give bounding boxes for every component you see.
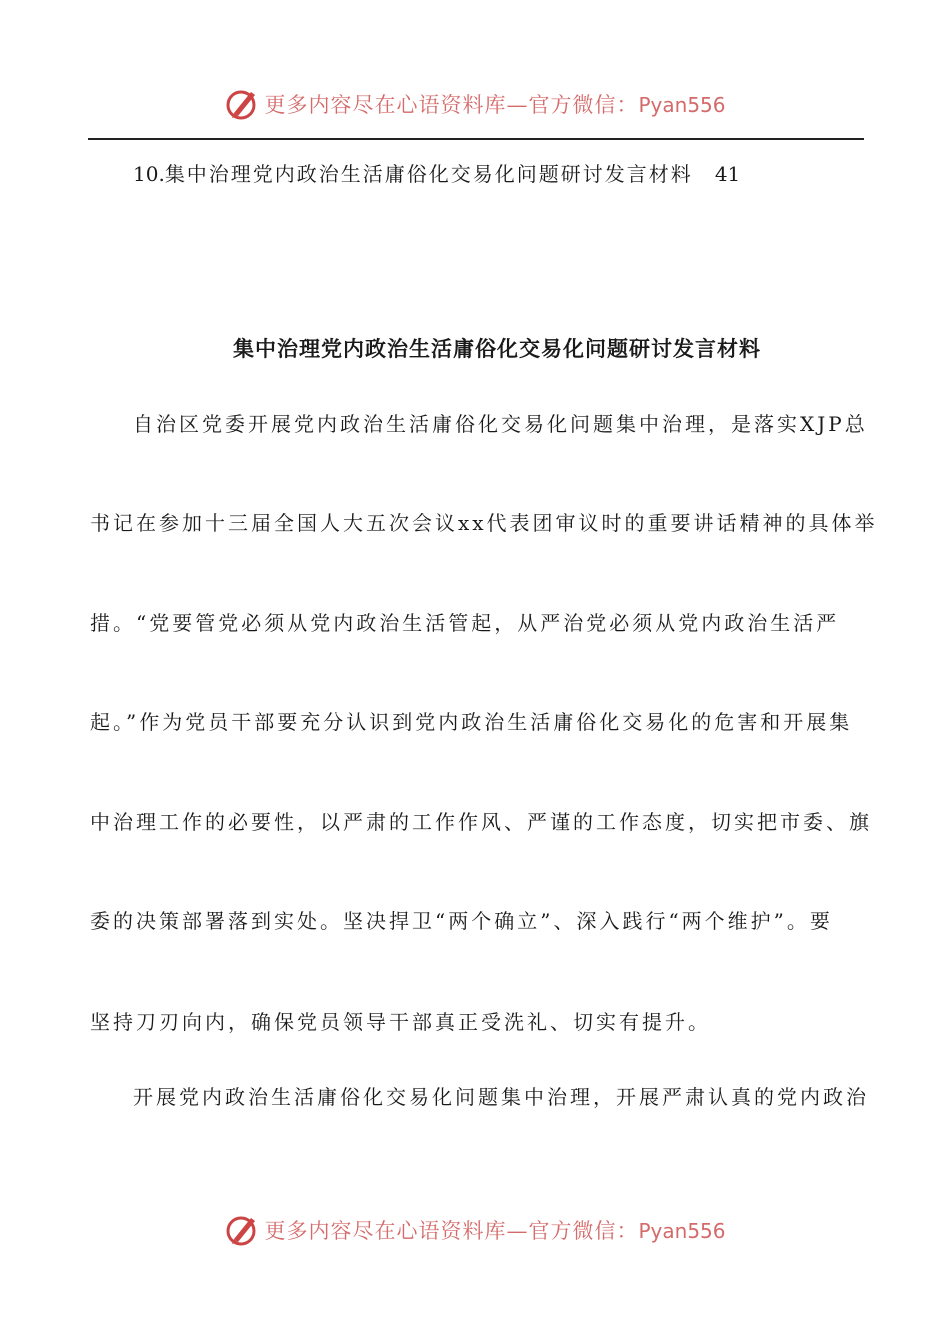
watermark-id: Pyan556	[638, 93, 726, 117]
paragraph-line: 自治区党委开展党内政治生活庸俗化交易化问题集中治理，是落实XJP总	[133, 412, 868, 436]
pen-in-circle-icon	[224, 86, 260, 122]
paragraph-line: 委的决策部署落到实处。坚决捍卫“两个确立”、深入践行“两个维护”。要	[90, 909, 833, 933]
toc-number: 10.	[133, 162, 165, 186]
article-title: 集中治理党内政治生活庸俗化交易化问题研讨发言材料	[233, 337, 761, 361]
watermark-header	[0, 84, 950, 124]
watermark-id: Pyan556	[638, 1219, 726, 1243]
paragraph-line: 措。“党要管党必须从党内政治生活管起，从严治党必须从党内政治生活严	[90, 611, 840, 635]
paragraph-line: 书记在参加十三届全国人大五次会议xx代表团审议时的重要讲话精神的具体举	[90, 511, 878, 535]
watermark-footer	[0, 1210, 950, 1250]
toc-entry[interactable]	[133, 158, 740, 187]
paragraph-line: 开展党内政治生活庸俗化交易化问题集中治理，开展严肃认真的党内政治	[133, 1085, 869, 1109]
paragraph-line: 坚持刀刃向内，确保党员领导干部真正受洗礼、切实有提升。	[90, 1010, 711, 1034]
paragraph-line: 起。”作为党员干部要充分认识到党内政治生活庸俗化交易化的危害和开展集	[90, 710, 853, 734]
header-divider	[88, 138, 864, 140]
pen-in-circle-icon	[224, 1212, 260, 1248]
watermark-text: 更多内容尽在心语资料库—官方微信：Pyan556	[264, 93, 726, 117]
toc-title: 集中治理党内政治生活庸俗化交易化问题研讨发言材料	[164, 162, 693, 186]
watermark-text: 更多内容尽在心语资料库—官方微信：Pyan556	[264, 1219, 726, 1243]
paragraph-line: 中治理工作的必要性，以严肃的工作作风、严谨的工作态度，切实把市委、旗	[90, 810, 872, 834]
toc-page-number: 41	[714, 162, 741, 186]
